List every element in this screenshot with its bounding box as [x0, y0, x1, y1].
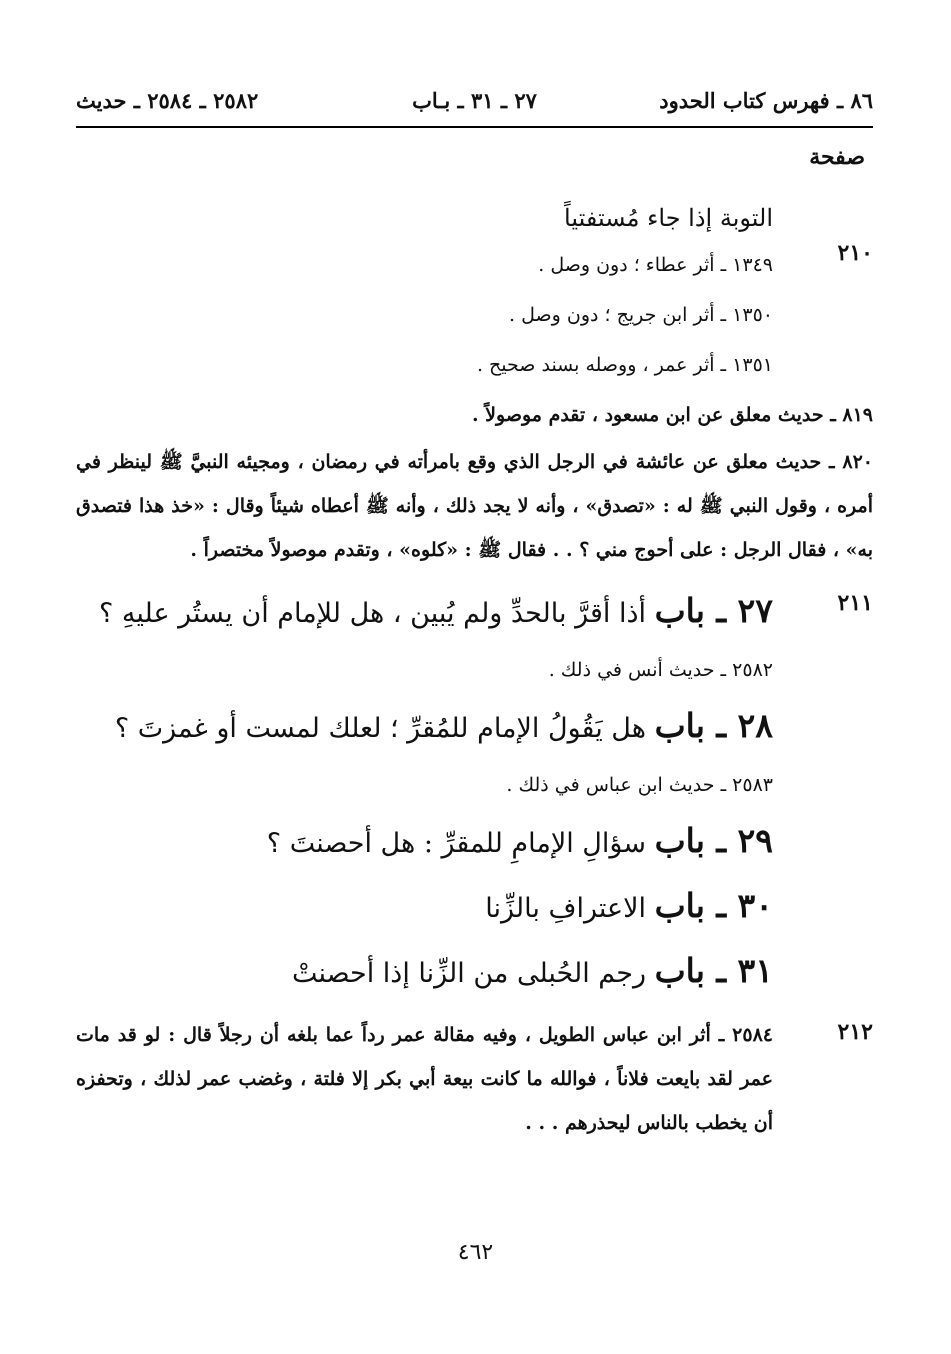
entry-line: ١٣٥١ ـ أثر عمر ، ووصله بسند صحيح .	[476, 354, 773, 376]
header-rule	[76, 126, 873, 128]
chapter-title: سؤالِ الإمامِ للمقرِّ : هل أحصنتَ ؟	[266, 828, 646, 859]
chapter-keyword: ٢٨ ـ باب	[654, 706, 773, 745]
chapter-heading	[76, 810, 773, 875]
chapter-keyword: ٢٩ ـ باب	[654, 821, 773, 860]
index-entry	[76, 1013, 873, 1145]
entry-line: ٨١٩ ـ حديث معلق عن ابن مسعود ، تقدم موصولاً .	[471, 404, 873, 426]
chapter-heading	[76, 580, 773, 645]
chapter-keyword: ٣١ ـ باب	[654, 951, 773, 990]
index-entry	[76, 240, 873, 390]
index-entry	[76, 580, 873, 1005]
header-section-title: ٨٦ ـ فهرس كتاب الحدود	[659, 88, 873, 113]
page-number: ٤٦٢	[457, 1240, 494, 1265]
page-reference: ٢١٢	[837, 1019, 873, 1045]
chapter-title: رجم الحُبلى من الزِّنا إذا أحصنتْ	[291, 958, 646, 989]
entry-line: ٢٥٨٣ ـ حديث ابن عباس في ذلك .	[506, 774, 773, 796]
entry-line: ١٣٥٠ ـ أثر ابن جريج ؛ دون وصل .	[509, 304, 773, 326]
chapter-heading	[76, 940, 773, 1005]
index-entry	[76, 196, 873, 240]
entry-line: ٨٢٠ ـ حديث معلق عن عائشة في الرجل الذي وقع بامرأته في رمضان ، ومجيئه النبيَّ ﷺ لينظر في أمره ، وقول النبي ﷺ له : «تصدق» ، وأنه لا يجد ذلك ، وأنه ﷺ أعطاه شيئاً وقال : «خذ هذا فتصدق به» ، فقال الرجل : على أحوج مني ؟ . . فقال ﷺ : «كلوه» ، وتقدم موصولاً مختصراً .	[76, 451, 873, 561]
chapter-keyword: ٣٠ ـ باب	[654, 886, 773, 925]
entry-line: ١٣٤٩ ـ أثر عطاء ؛ دون وصل .	[538, 254, 773, 276]
index-entry	[76, 390, 873, 572]
entry-line: ٢٥٨٢ ـ حديث أنس في ذلك .	[548, 659, 773, 681]
entry-line: ٢٥٨٤ ـ أثر ابن عباس الطويل ، وفيه مقالة عمر رداً عما بلغه أن رجلاً قال : لو قد مات عمر لقد بايعت فلاناً ، فوالله ما كانت بيعة أبي بكر إلا فلتة ، وغضب عمر لذلك ، وتحفزه أن يخطب بالناس ليحذرهم . . .	[76, 1024, 773, 1134]
index-body	[76, 196, 873, 1145]
chapter-title: الاعترافِ بالزِّنا	[485, 893, 646, 924]
running-header	[76, 88, 873, 124]
page-reference: ٢١٠	[837, 240, 873, 266]
chapter-title: أذا أقرَّ بالحدِّ ولم يُبين ، هل للإمام أن يستُر عليهِ ؟	[98, 598, 646, 629]
chapter-keyword: ٢٧ ـ باب	[654, 591, 773, 630]
header-chapter-range: ٢٧ ـ ٣١ ـ بـاب	[412, 88, 537, 113]
chapter-heading	[76, 695, 773, 760]
entry-line: التوبة إذا جاء مُستفتياً	[564, 204, 773, 232]
page-reference: ٢١١	[837, 590, 873, 616]
chapter-title: هل يَقُولُ الإمام للمُقرِّ ؛ لعلك لمست أو غمزتَ ؟	[114, 713, 646, 744]
header-hadith-range: ٢٥٨٢ ـ ٢٥٨٤ ـ حديث	[76, 88, 259, 113]
chapter-heading	[76, 875, 773, 940]
page-column-label: صفحة	[809, 144, 865, 170]
